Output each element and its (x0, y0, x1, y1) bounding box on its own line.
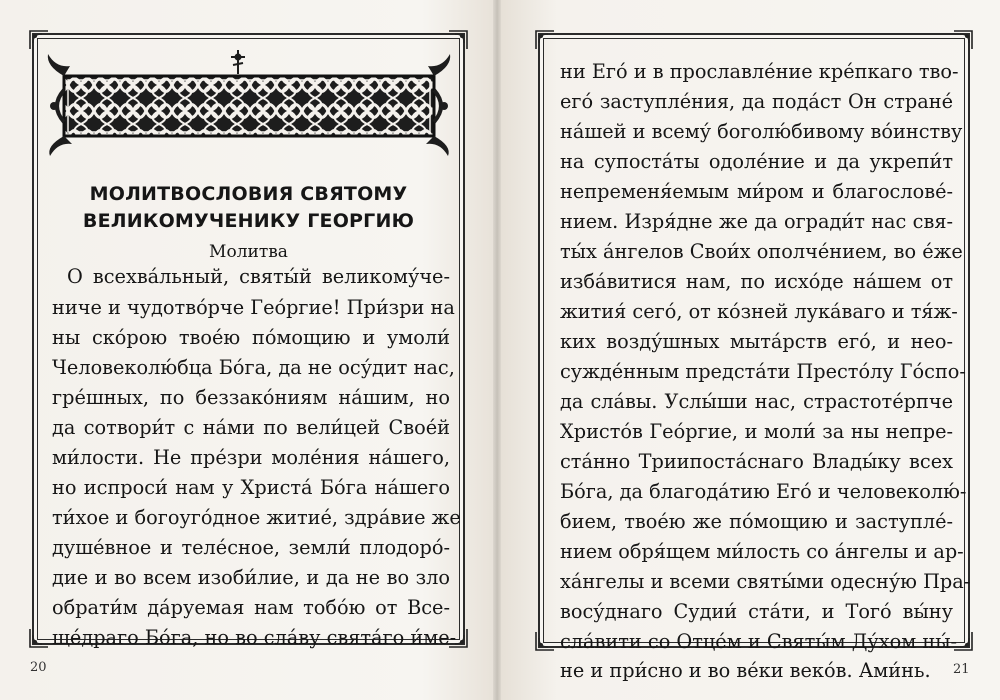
text-line: ти́хое и богоуго́дное житие́, здра́вие же (52, 506, 461, 529)
text-line: ста́нно Триипоста́снаго Влады́ку всех (560, 450, 953, 473)
text-line: Человеколю́бца Бо́га, да не осу́дит нас, (52, 356, 455, 379)
text-line: ха́нгелы и всеми святы́ми одесну́ю Пра- (560, 570, 971, 593)
text-line: сужде́нным предста́ти Престо́лу Го́спо- (560, 360, 966, 383)
text-line: восу́днаго Судии́ ста́ти, и Того́ вы́ну (560, 600, 953, 623)
text-line: нием. Изря́дне же да огради́т нас свя- (560, 210, 953, 233)
prayer-subheading: Молитва (209, 242, 288, 262)
text-line: но испроси́ нам у Христа́ Бо́га на́шего (52, 476, 450, 499)
text-line: Бо́га, да благода́тию Его́ и человеколю́- (560, 480, 967, 503)
corner-ornament-icon (952, 29, 974, 51)
text-line: да сотвори́т с на́ми по вели́цей Свое́й (52, 416, 450, 439)
knotwork-header-ornament (42, 46, 455, 158)
text-line: на супоста́ты одоле́ние и да укрепи́т (560, 150, 953, 173)
book-gutter (493, 0, 501, 700)
text-line: сла́вити со Отце́м и Святы́м Ду́хом ны́- (560, 630, 958, 653)
text-line: жития́ сего́, от ко́зней лука́ваго и тя́ж- (560, 300, 958, 323)
text-line: да сла́вы. Услы́ши нас, страстоте́рпче (560, 390, 953, 413)
prayer-heading-line-2: ВЕЛИКОМУЧЕНИКУ ГЕОРГИЮ (82, 210, 415, 232)
corner-ornament-icon (28, 627, 50, 649)
text-line: ниче и чудотво́рче Гео́ргие! При́зри на (52, 296, 455, 319)
text-line: на́шей и всему́ боголю́бивому во́инству (560, 120, 963, 143)
text-line: обрати́м да́руемая нам тобо́ю от Все- (52, 596, 450, 619)
text-line: ны ско́рою твое́ю по́мощию и умоли́ (52, 326, 450, 349)
page-number-right: 21 (953, 662, 970, 677)
corner-ornament-icon (534, 630, 556, 652)
text-line: его́ заступле́ния, да пода́ст Он стране́ (560, 90, 953, 113)
text-line: не и при́сно и во ве́ки веко́в. Ами́нь. (560, 659, 931, 682)
text-line: нием обря́щем ми́лость со а́нгелы и ар- (560, 540, 964, 563)
text-line: душе́вное и теле́сное, земли́ плодоро́- (52, 536, 450, 559)
cross-icon (231, 50, 245, 74)
text-line: изба́витися нам, по исхо́де на́шем от (560, 270, 953, 293)
prayer-heading-line-1: МОЛИТВОСЛОВИЯ СВЯТОМУ (89, 183, 408, 205)
corner-ornament-icon (534, 29, 556, 51)
text-line: ми́лости. Не пре́зри моле́ния на́шего, (52, 446, 450, 469)
text-line: бием, твое́ю же по́мощию и заступле́- (560, 510, 953, 533)
text-line: О всехва́льный, святы́й великому́че- (67, 265, 450, 288)
text-line: гре́шных, по беззако́ниям на́шим, но (52, 386, 450, 409)
text-line: ни Его́ и в прославле́ние кре́пкаго тво- (560, 60, 959, 83)
text-line: дие и во всем изоби́лие, и да не во зло (52, 566, 450, 589)
text-line: ты́х а́нгелов Свои́х ополче́нием, во е́же (560, 240, 963, 263)
page-number-left: 20 (30, 660, 47, 675)
text-line: ще́драго Бо́га, но во сла́ву свята́го и́ме- (52, 626, 457, 649)
text-line: непременя́емым ми́ром и благослове́- (560, 180, 953, 203)
text-line: ких возду́шных мыта́рств его́, и нео- (560, 330, 953, 353)
text-line: Христо́в Гео́ргие, и моли́ за ны непре- (560, 420, 953, 443)
